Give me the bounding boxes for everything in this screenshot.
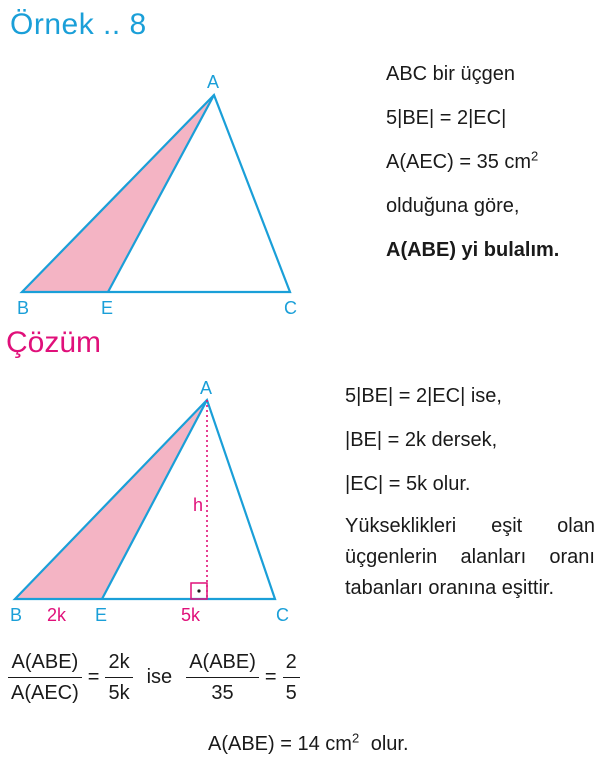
- given-line-2: 5|BE| = 2|EC|: [386, 107, 507, 129]
- solution-line-2: |BE| = 2k dersek,: [345, 429, 498, 451]
- label-b: B: [17, 298, 30, 318]
- label-h: h: [193, 495, 204, 515]
- label-a: A: [207, 72, 220, 92]
- label-b: B: [10, 605, 23, 625]
- given-line-4: olduğuna göre,: [386, 195, 520, 217]
- fraction-bar: [105, 677, 132, 678]
- solution-rule-paragraph: Yükseklikleri eşit olan üçgenlerin alanları oranı tabanları oranına eşittir.: [345, 515, 595, 599]
- label-a: A: [200, 378, 213, 398]
- ratio-equation: [8, 650, 300, 705]
- result-line: [208, 730, 409, 755]
- fraction-denominator: A(AEC): [11, 682, 79, 704]
- fraction-denominator: 5: [285, 682, 297, 704]
- label-e: E: [101, 298, 114, 318]
- fraction-denominator: 35: [211, 682, 234, 704]
- label-2k: 2k: [47, 605, 67, 625]
- fraction-numerator: A(ABE): [11, 651, 79, 673]
- solution-triangle-figure: [0, 375, 340, 635]
- result-sup: 2: [351, 730, 360, 746]
- fraction-2k-over-5k: [105, 650, 132, 705]
- fraction-numerator: 2: [285, 651, 297, 673]
- result-tail: olur.: [370, 733, 409, 755]
- solution-title: Çözüm: [6, 326, 102, 359]
- solution-line-1: 5|BE| = 2|EC| ise,: [345, 385, 502, 407]
- fraction-bar: [186, 677, 259, 678]
- label-e: E: [95, 605, 108, 625]
- fraction-abe-over-35: [186, 650, 259, 705]
- label-c: C: [284, 298, 297, 318]
- fraction-bar: [283, 677, 300, 678]
- label-5k: 5k: [181, 605, 201, 625]
- given-line-1: ABC bir üçgen: [386, 63, 515, 85]
- fraction-2-over-5: [283, 650, 300, 705]
- fraction-numerator: A(ABE): [189, 651, 256, 673]
- solution-line-3: |EC| = 5k olur.: [345, 473, 471, 495]
- fraction-abe-over-aec: [8, 650, 82, 705]
- given-question: A(ABE) yi bulalım.: [386, 239, 560, 261]
- fraction-bar: [8, 677, 82, 678]
- example-title: Örnek .. 8: [10, 8, 147, 41]
- given-line-3-sup: 2: [531, 148, 539, 164]
- result-text: A(ABE) = 14 cm: [208, 733, 352, 755]
- right-angle-dot: [197, 589, 200, 592]
- label-c: C: [276, 605, 289, 625]
- equals-sign: =: [87, 666, 100, 688]
- fraction-denominator: 5k: [108, 682, 130, 704]
- example-triangle-figure: [0, 60, 340, 325]
- ise-text: ise: [146, 666, 173, 688]
- given-line-3-text: A(AEC) = 35 cm: [386, 151, 532, 173]
- given-line-3: [386, 148, 539, 173]
- equals-sign: =: [264, 666, 277, 688]
- fraction-numerator: 2k: [108, 651, 130, 673]
